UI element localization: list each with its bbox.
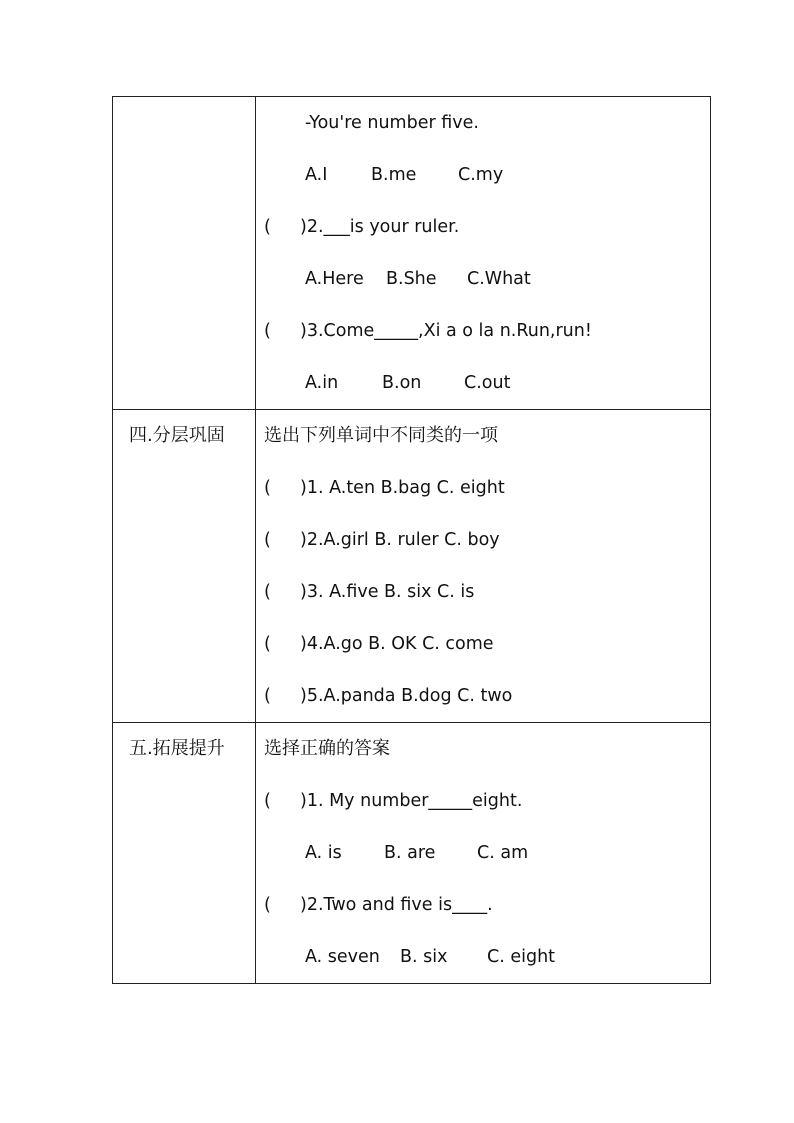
question-text: )5.A.panda B.dog C. two bbox=[300, 686, 513, 706]
options-line bbox=[256, 931, 710, 983]
question-text: )1. My number_____eight. bbox=[300, 791, 523, 811]
question-text: )3. A.five B. six C. is bbox=[300, 582, 475, 602]
section-label: 四.分层巩固 bbox=[129, 425, 225, 446]
answer-paren: ( bbox=[264, 582, 271, 602]
answer-text: -You're number five. bbox=[305, 113, 479, 133]
section-label-cell bbox=[113, 723, 256, 984]
answer-paren: ( bbox=[264, 217, 271, 237]
answer-paren: ( bbox=[264, 686, 271, 706]
options-line bbox=[256, 149, 710, 201]
option-a: A. is bbox=[305, 843, 342, 863]
option-c: C. am bbox=[477, 843, 529, 863]
option-b: B. six bbox=[400, 947, 448, 967]
option-a: A. seven bbox=[305, 947, 380, 967]
answer-paren: ( bbox=[264, 895, 271, 915]
section-instruction: 选择正确的答案 bbox=[264, 738, 390, 759]
question-line bbox=[256, 879, 710, 931]
option-c: C. eight bbox=[487, 947, 556, 967]
question-line bbox=[256, 618, 710, 670]
answer-paren: ( bbox=[264, 791, 271, 811]
section-label-cell bbox=[113, 410, 256, 723]
option-a: A.Here bbox=[305, 269, 364, 289]
option-c: C.my bbox=[458, 165, 504, 185]
option-b: B.on bbox=[382, 373, 422, 393]
option-b: B.She bbox=[386, 269, 437, 289]
section-content-cell bbox=[256, 97, 711, 410]
section-label: 五.拓展提升 bbox=[129, 738, 225, 759]
question-line bbox=[256, 514, 710, 566]
section-content-cell bbox=[256, 410, 711, 723]
option-c: C.out bbox=[464, 373, 511, 393]
option-c: C.What bbox=[467, 269, 531, 289]
section-row-extension bbox=[113, 723, 711, 984]
section-instruction: 选出下列单词中不同类的一项 bbox=[264, 425, 498, 446]
question-text: )1. A.ten B.bag C. eight bbox=[300, 478, 505, 498]
answer-paren: ( bbox=[264, 478, 271, 498]
options-line bbox=[256, 253, 710, 305]
options-line bbox=[256, 357, 710, 409]
section-row-consolidation bbox=[113, 410, 711, 723]
question-text: )2.___is your ruler. bbox=[300, 217, 460, 237]
question-line bbox=[256, 775, 710, 827]
answer-paren: ( bbox=[264, 634, 271, 654]
option-a: A.in bbox=[305, 373, 339, 393]
answer-line bbox=[256, 97, 710, 149]
option-a: A.I bbox=[305, 165, 328, 185]
question-text: )4.A.go B. OK C. come bbox=[300, 634, 494, 654]
question-line bbox=[256, 462, 710, 514]
question-line bbox=[256, 201, 710, 253]
section-content-cell bbox=[256, 723, 711, 984]
question-line bbox=[256, 670, 710, 722]
question-text: )3.Come_____,Xi a o la n.Run,run! bbox=[300, 321, 592, 341]
question-text: )2.Two and five is____. bbox=[300, 895, 493, 915]
section-row-continuation bbox=[113, 97, 711, 410]
question-text: )2.A.girl B. ruler C. boy bbox=[300, 530, 500, 550]
question-line bbox=[256, 305, 710, 357]
question-line bbox=[256, 566, 710, 618]
section-label-cell bbox=[113, 97, 256, 410]
options-line bbox=[256, 827, 710, 879]
worksheet-table bbox=[112, 96, 711, 984]
option-b: B.me bbox=[371, 165, 417, 185]
option-b: B. are bbox=[384, 843, 436, 863]
answer-paren: ( bbox=[264, 321, 271, 341]
answer-paren: ( bbox=[264, 530, 271, 550]
